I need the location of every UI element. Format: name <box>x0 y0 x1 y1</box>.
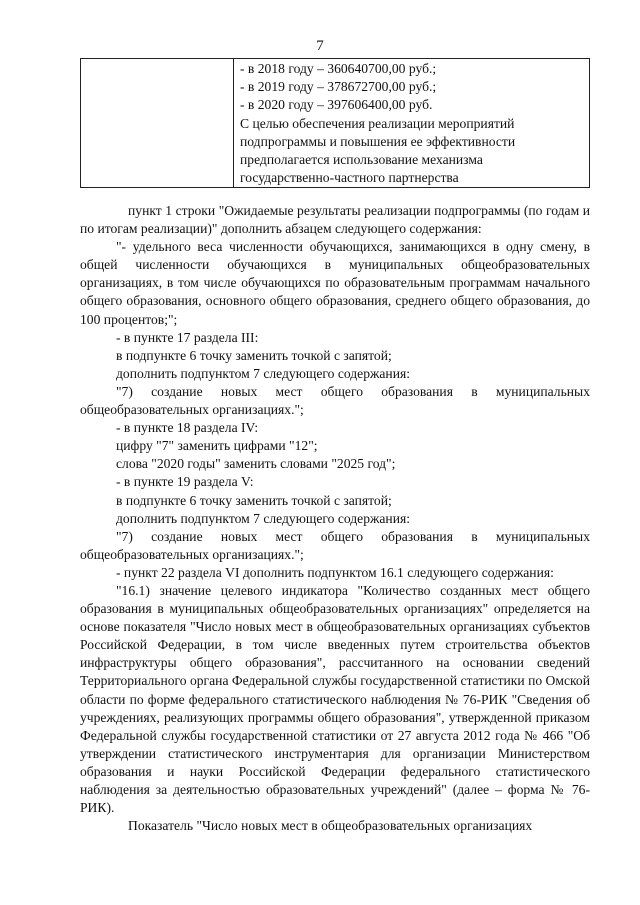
paragraph: Показатель "Число новых мест в общеобразовательных организациях <box>128 818 533 834</box>
paragraph: - в пункте 17 раздела III: <box>116 329 259 345</box>
paragraph: дополнить подпунктом 7 следующего содержания: <box>116 365 411 381</box>
paragraph: - в пункте 19 раздела V: <box>116 474 254 490</box>
document-body <box>80 202 590 835</box>
table-line: подпрограммы и повышения ее эффективности <box>240 133 516 149</box>
paragraph: слова "2020 годы" заменить словами "2025 год"; <box>116 456 396 472</box>
paragraph: пункт 1 строки "Ожидаемые результаты реализации подпрограммы (по годам и по итогам реализации)" дополнить абзацем следующего содержания: <box>80 203 590 237</box>
table-row <box>81 59 590 188</box>
table-line: - в 2019 году – 378672700,00 руб.; <box>240 79 437 95</box>
paragraph: "- удельного веса численности обучающихся, занимающихся в одну смену, в общей численности обучающихся в муниципальных общеобразовательных организациях, в том числе обучающихся по образовательным программам начального общего образования, основного общего образования, среднего общего образования, до 100 процентов;"; <box>80 239 590 327</box>
table-cell-empty <box>81 59 234 188</box>
paragraph: "16.1) значение целевого индикатора "Количество созданных мест общего образования в муниципальных общеобразовательных организациях" определяется на основе показателя "Число новых мест в общеобразовательных организациях субъектов Российской Федерации, в том числе введенных путем строительства объектов инфраструктуры общего образования", рассчитанного на основании сведений Территориального органа Федеральной службы государственной статистики по Омской области по форме федерального статистического наблюдения № 76-РИК "Сведения об учреждениях, реализующих программы общего образования", утвержденной приказом Федеральной службы государственной статистики от 27 августа 2012 года № 466 "Об утверждении статистического инструментария для организации Министерством образования и науки Российской Федерации федерального статистического наблюдения за деятельностью образовательных учреждений" (далее – форма № 76-РИК). <box>80 582 590 816</box>
table-cell-content <box>234 59 590 188</box>
paragraph: "7) создание новых мест общего образования в муниципальных общеобразовательных организациях."; <box>80 383 590 418</box>
paragraph: "7) создание новых мест общего образования в муниципальных общеобразовательных организациях."; <box>80 528 590 562</box>
table-line: - в 2020 году – 397606400,00 руб. <box>240 97 433 113</box>
paragraph: - пункт 22 раздела VI дополнить подпунктом 16.1 следующего содержания: <box>116 564 554 580</box>
info-table <box>80 58 590 188</box>
paragraph: в подпункте 6 точку заменить точкой с запятой; <box>116 492 392 508</box>
paragraph: дополнить подпунктом 7 следующего содержания: <box>116 510 411 526</box>
table-line: - в 2018 году – 360640700,00 руб.; <box>240 61 437 76</box>
paragraph: в подпункте 6 точку заменить точкой с запятой; <box>116 347 392 363</box>
paragraph: цифру "7" заменить цифрами "12"; <box>116 438 318 454</box>
page-number: 7 <box>316 38 324 54</box>
table-line: С целью обеспечения реализации мероприятий <box>240 115 515 131</box>
table-line: государственно-частного партнерства <box>240 170 459 186</box>
table-line: предполагается использование механизма <box>240 152 483 168</box>
paragraph: - в пункте 18 раздела IV: <box>116 420 259 436</box>
